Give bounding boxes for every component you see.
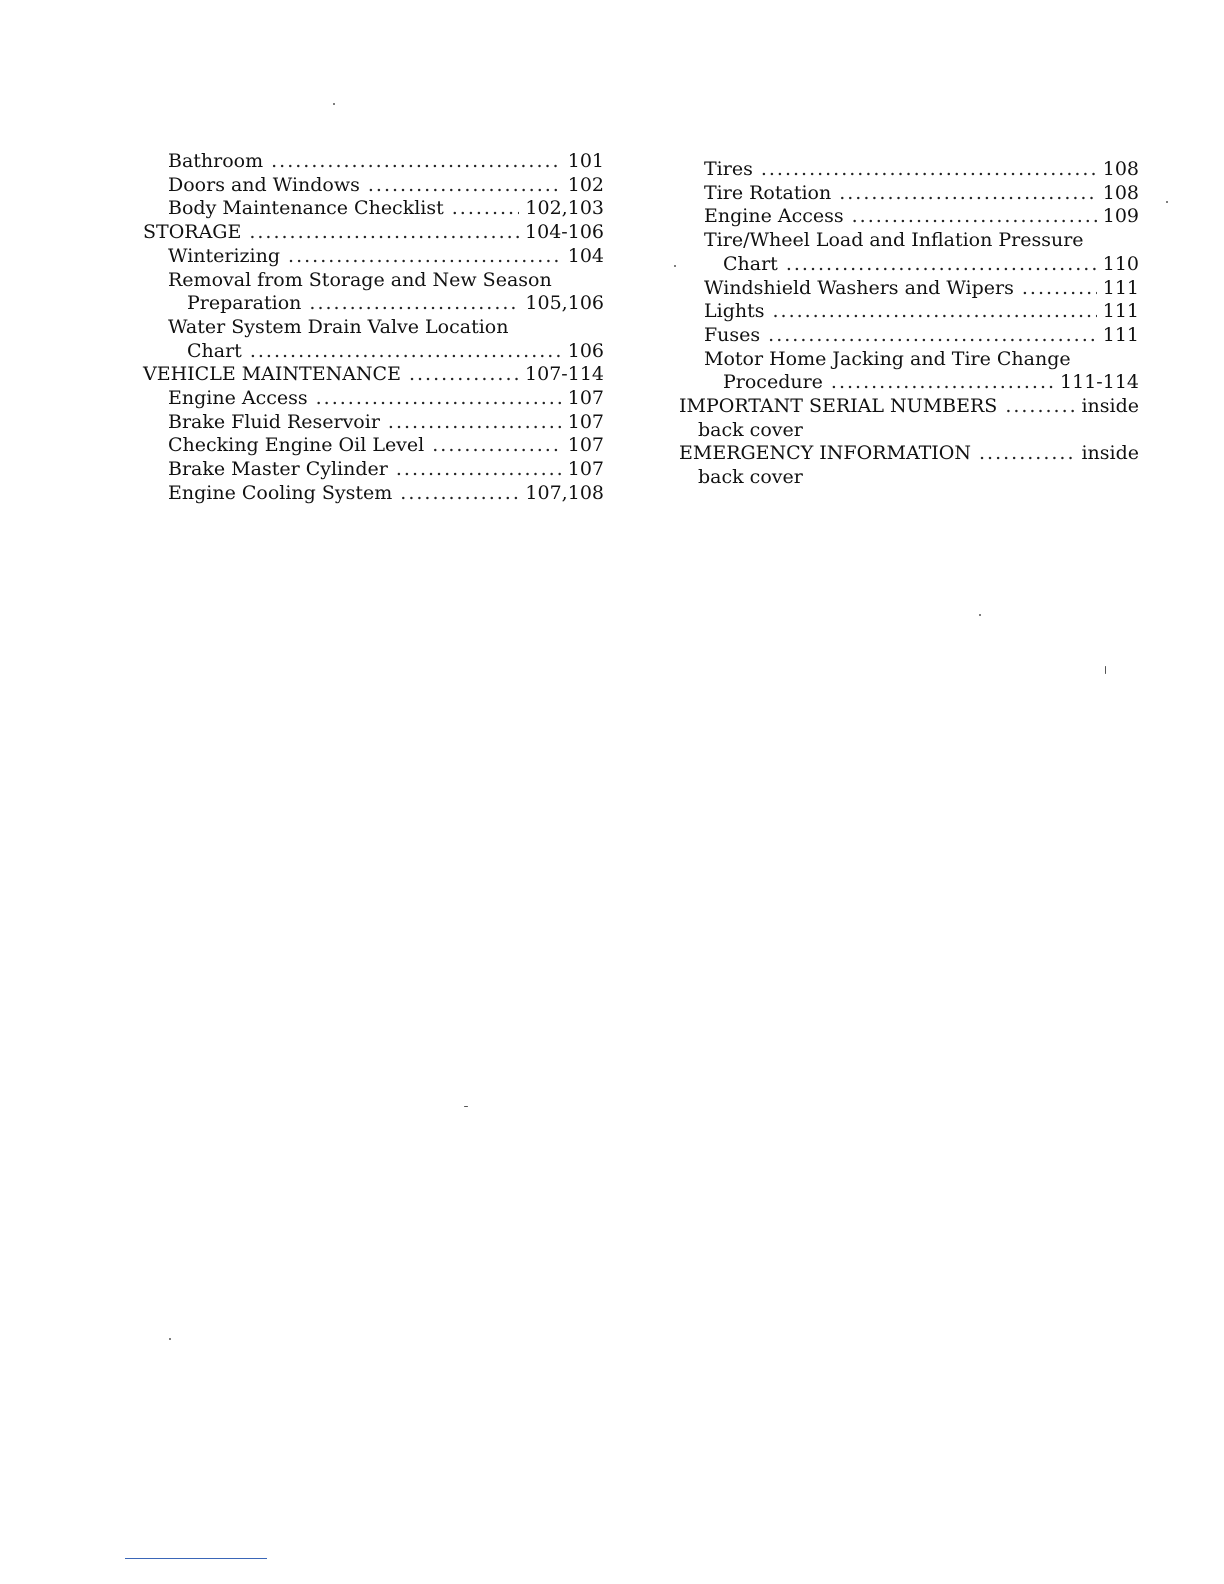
toc-entry	[143, 387, 604, 411]
toc-entry	[143, 411, 604, 435]
toc-entry-page: 108	[1102, 181, 1139, 204]
toc-entry-title: VEHICLE MAINTENANCE	[143, 363, 401, 386]
toc-entry-page: 108	[1102, 158, 1139, 180]
toc-entry	[143, 197, 604, 221]
toc-entry-page: 107	[567, 410, 604, 433]
toc-entry-page: 102	[567, 173, 604, 196]
toc-entry	[679, 253, 1139, 277]
toc-leader-dots	[772, 300, 1096, 324]
toc-entry-page: 107	[567, 434, 604, 457]
toc-entry	[679, 205, 1139, 229]
scan-speck	[333, 103, 335, 105]
toc-entry	[143, 150, 604, 174]
toc-entry-title: Preparation	[187, 292, 302, 315]
toc-entry-page: 101	[567, 150, 604, 172]
toc-entry	[143, 458, 604, 482]
toc-entry-page: inside	[1081, 395, 1139, 418]
toc-entry-title: IMPORTANT SERIAL NUMBERS	[679, 395, 998, 418]
toc-leader-dots	[1005, 395, 1075, 419]
toc-entry	[679, 371, 1139, 395]
toc-entry	[143, 434, 604, 458]
toc-entry-title: Procedure	[723, 371, 823, 394]
toc-entry-title: Body Maintenance Checklist	[168, 197, 444, 220]
toc-entry	[679, 324, 1139, 348]
scan-speck	[169, 1338, 171, 1340]
toc-leader-dots	[400, 482, 519, 506]
toc-entry-page: 109	[1102, 205, 1139, 228]
toc-leader-dots	[1022, 277, 1097, 301]
toc-leader-dots	[786, 253, 1097, 277]
toc-entry-title: Fuses	[704, 323, 761, 346]
toc-entry-title: Tire Rotation	[704, 181, 832, 204]
toc-entry-title: EMERGENCY INFORMATION	[679, 442, 972, 465]
toc-entry-page: 111	[1102, 300, 1139, 323]
scan-speck	[1105, 666, 1106, 674]
toc-section-heading	[143, 221, 604, 245]
toc-leader-dots	[368, 174, 562, 198]
toc-leader-dots	[768, 324, 1097, 348]
toc-entry-title: Brake Master Cylinder	[168, 458, 388, 481]
scan-speck	[1166, 201, 1168, 203]
toc-leader-dots	[452, 197, 520, 221]
toc-leader-dots	[250, 340, 562, 364]
toc-entry-title: Brake Fluid Reservoir	[168, 410, 380, 433]
toc-entry-title: Chart	[187, 339, 242, 362]
toc-leader-dots	[761, 158, 1097, 182]
toc-entry-page: 107	[567, 458, 604, 481]
toc-entry	[679, 182, 1139, 206]
toc-entry-title: Tires	[704, 158, 753, 180]
toc-entry-title: Bathroom	[168, 150, 264, 172]
toc-entry-title-line: Removal from Storage and New Season	[168, 268, 552, 291]
toc-entry-title-line: Tire/Wheel Load and Inflation Pressure	[704, 229, 1084, 252]
toc-entry-page: 105,106	[525, 292, 604, 315]
toc-section-heading	[679, 442, 1139, 466]
toc-entry-page-continued: back cover	[698, 466, 803, 489]
toc-entry-page: 106	[567, 339, 604, 362]
toc-entry-page: 107	[567, 387, 604, 410]
toc-entry-title: Checking Engine Oil Level	[168, 434, 425, 457]
toc-leader-dots	[271, 150, 562, 174]
toc-entry-page: 111-114	[1060, 371, 1139, 394]
toc-entry-title-line: Motor Home Jacking and Tire Change	[704, 347, 1071, 370]
toc-section-heading	[143, 363, 604, 387]
toc-section-heading	[679, 395, 1139, 419]
toc-entry-page: 104	[567, 244, 604, 267]
toc-leader-dots	[831, 371, 1054, 395]
toc-leader-dots	[388, 411, 562, 435]
toc-entry	[679, 277, 1139, 301]
toc-entry	[143, 245, 604, 269]
toc-entry-page: 107-114	[525, 363, 604, 386]
toc-entry-page: 110	[1102, 252, 1139, 275]
toc-entry-title: Doors and Windows	[168, 173, 360, 196]
toc-leader-dots	[852, 205, 1097, 229]
toc-leader-dots	[249, 221, 519, 245]
toc-leader-dots	[979, 442, 1075, 466]
toc-entry	[143, 340, 604, 364]
toc-entry-page: 111	[1102, 276, 1139, 299]
toc-entry	[143, 174, 604, 198]
toc-entry-title: Engine Access	[704, 205, 844, 228]
toc-entry-title: Windshield Washers and Wipers	[704, 276, 1014, 299]
toc-entry-page-continued: back cover	[698, 418, 803, 441]
toc-leader-dots	[409, 363, 519, 387]
toc-leader-dots	[839, 182, 1097, 206]
toc-entry-page: inside	[1081, 442, 1139, 465]
toc-column-right	[679, 158, 1139, 490]
toc-entry	[679, 300, 1139, 324]
toc-entry-title: Chart	[723, 252, 778, 275]
toc-entry	[143, 292, 604, 316]
toc-entry-title: Engine Cooling System	[168, 481, 393, 504]
toc-leader-dots	[316, 387, 562, 411]
toc-entry-title-line: Water System Drain Valve Location	[168, 315, 509, 338]
scan-speck	[979, 614, 981, 616]
footer-rule	[125, 1558, 267, 1559]
toc-entry-title: Lights	[704, 300, 765, 323]
toc-entry-title: Winterizing	[168, 244, 281, 267]
toc-entry	[679, 158, 1139, 182]
scan-speck	[464, 1106, 468, 1107]
toc-entry	[143, 482, 604, 506]
toc-entry-title: STORAGE	[143, 221, 242, 244]
toc-entry-page: 107,108	[525, 481, 604, 504]
toc-leader-dots	[396, 458, 562, 482]
toc-entry-page: 102,103	[525, 197, 604, 220]
scan-speck	[674, 265, 676, 267]
toc-entry-page: 104-106	[525, 221, 604, 244]
toc-leader-dots	[309, 292, 519, 316]
toc-entry-title: Engine Access	[168, 387, 308, 410]
toc-leader-dots	[432, 434, 561, 458]
toc-column-left	[143, 150, 604, 506]
toc-leader-dots	[288, 245, 562, 269]
toc-entry-page: 111	[1102, 323, 1139, 346]
